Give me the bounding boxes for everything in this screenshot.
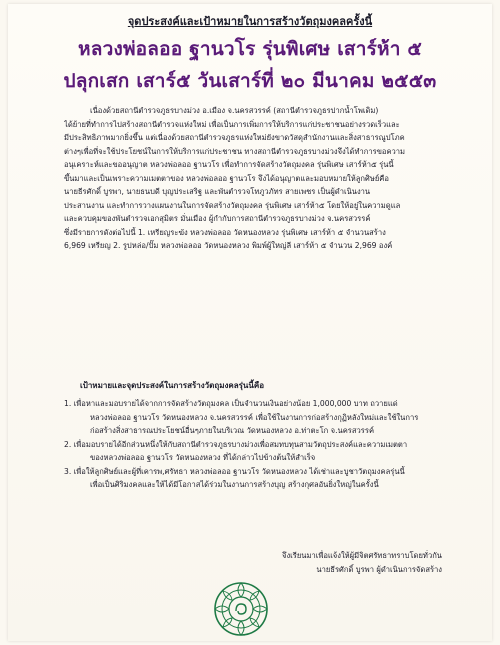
intro-line: ได้ย้ายที่ทำการไปสร้างสถานีตำรวจแห่งใหม่ เพื่อเป็นการเพิ่มการให้บริการแก่ประชาชนอย่างรวดเร็วและ — [64, 119, 400, 129]
goal-line: ก่อสร้างสิ่งสาธารณประโยชน์อื่นๆภายในบริเวณ วัดหนองหลวง อ.ท่าตะโก จ.นครสวรรค์ — [90, 426, 375, 435]
intro-line: เนื่องด้วยสถานีตำรวจภูธรบางม่วง อ.เมือง จ.นครสวรรค์ (สถานีตำรวจภูธรปากน้ำโพเดิม) — [90, 106, 379, 115]
intro-line: อนุเคราะห์และขออนุญาต หลวงพ่อลออ ฐานวโร เพื่อทำการจัดสร้างวัตถุมงคล รุ่นพิเศษ เสาร์ห้า๕ รุ่นนี้ — [64, 160, 394, 169]
title-line-1: หลวงพ่อลออ ฐานวโร รุ่นพิเศษ เสาร์ห้า ๕ — [78, 38, 422, 60]
intro-line: และควบคุมของพันตำรวจเอกสุมิตร มั่นเมือง ผู้กำกับการสถานีตำรวจภูธรบางม่วง จ.นครสวรรค์ — [64, 214, 371, 223]
closing-block — [212, 549, 442, 577]
document-heading: จุดประสงค์และเป้าหมายในการสร้างวัตถุมงคลครั้งนี้ — [127, 15, 373, 28]
intro-line: นายธีรศักดิ์ บูรพา, นายธนบดี บุญประเสริฐ และพันตำรวจโทภูวภัทร สายเพชร เป็นผู้ดำเนินงาน — [64, 187, 371, 196]
goal-line: เพื่อเป็นศิริมงคลและให้ได้มีโอกาสได้ร่วมในงานการสร้างบุญ สร้างกุศลอันยิ่งใหญ่ในครั้งนี้ — [90, 480, 379, 489]
intro-line: มีประสิทธิภาพมากยิ่งขึ้น แต่เนื่องด้วยสถานีตำรวจภูธรแห่งใหม่ยังขาดวัสดุสำนักงานและสิ่งสาธารณูปโภค — [64, 133, 405, 142]
goals-heading: เป้าหมายและจุดประสงค์ในการสร้างวัตถุมงคลรุ่นนี้คือ — [80, 381, 265, 390]
goal-line: 3. เพื่อให้ลูกศิษย์และผู้ที่เคารพ,ศรัทธา หลวงพ่อลออ ฐานวโร วัดหนองหลวง ได้เช่าและบูชาวัตถุมงคลรุ่นนี้ — [64, 466, 405, 476]
signature-line: นายธีรศักดิ์ บูรพา ผู้ดำเนินการจัดสร้าง — [316, 565, 442, 574]
intro-line: ต่างๆเพื่อที่จะใช้ประโยชน์ในการให้บริการแก่ประชาชน ทางสถานีตำรวจภูธรบางม่วงจึงได้ทำการขอความ — [64, 146, 406, 156]
goals-list — [64, 397, 452, 492]
intro-line: ประสานงาน และทำการวางแผนงานในการจัดสร้างวัตถุมงคล รุ่นพิเศษ เสาร์ห้า๕ โดยให้อยู่ในความดูแล — [64, 200, 401, 210]
intro-line: ขึ้นมาและเป็นเพราะความเมตตาของ หลวงพ่อลออ ฐานวโร จึงได้อนุญาตและมอบหมายให้ลูกศิษย์คือ — [64, 173, 389, 183]
title-line-2: ปลุกเสก เสาร์๕ วันเสาร์ที่ ๒๐ มีนาคม ๒๕๕๓ — [63, 70, 437, 92]
goal-line: 1. เพื่อหาและมอบรายได้จากการจัดสร้างวัตถุมงคล เป็นจำนวนเงินอย่างน้อย 1,000,000 บาท ถวายแด่ — [64, 399, 398, 408]
closing-line: จึงเรียนมาเพื่อแจ้งให้ผู้มีจิตศรัทธาทราบโดยทั่วกัน — [282, 551, 442, 560]
goal-line: หลวงพ่อลออ ฐานวโร วัดหนองหลวง จ.นครสวรรค์ เพื่อใช้ในงานการก่อสร้างกุฏิหลังใหม่และใช้ในการ — [90, 412, 419, 422]
intro-paragraph — [64, 104, 452, 253]
goal-line: 2. เพื่อมอบรายได้อีกส่วนหนึ่งให้กับสถานีตำรวจภูธรบางม่วงเพื่อสมทบทุนสามวัตถุประสงค์และความเมตตา — [64, 439, 408, 449]
document-page — [8, 4, 492, 641]
seal-emblem-icon — [203, 578, 279, 640]
goal-line: ของหลวงพ่อลออ ฐานวโร วัดหนองหลวง ที่ได้กล่าวไปข้างต้นให้สำเร็จ — [90, 453, 316, 462]
intro-line: ซึ่งมีรายการดังต่อไปนี้ 1. เหรียญระฆัง หลวงพ่อลออ วัดหนองหลวง รุ่นพิเศษ เสาร์ห้า ๕ จำนวนสร้าง — [64, 227, 386, 237]
intro-line: 6,969 เหรียญ 2. รูปหล่อ/ปั๊ม หลวงพ่อลออ วัดหนองหลวง พิมพ์ผู้ใหญ่ลี เสาร์ห้า ๕ จำนวน 2,969 องค์ — [64, 241, 393, 250]
